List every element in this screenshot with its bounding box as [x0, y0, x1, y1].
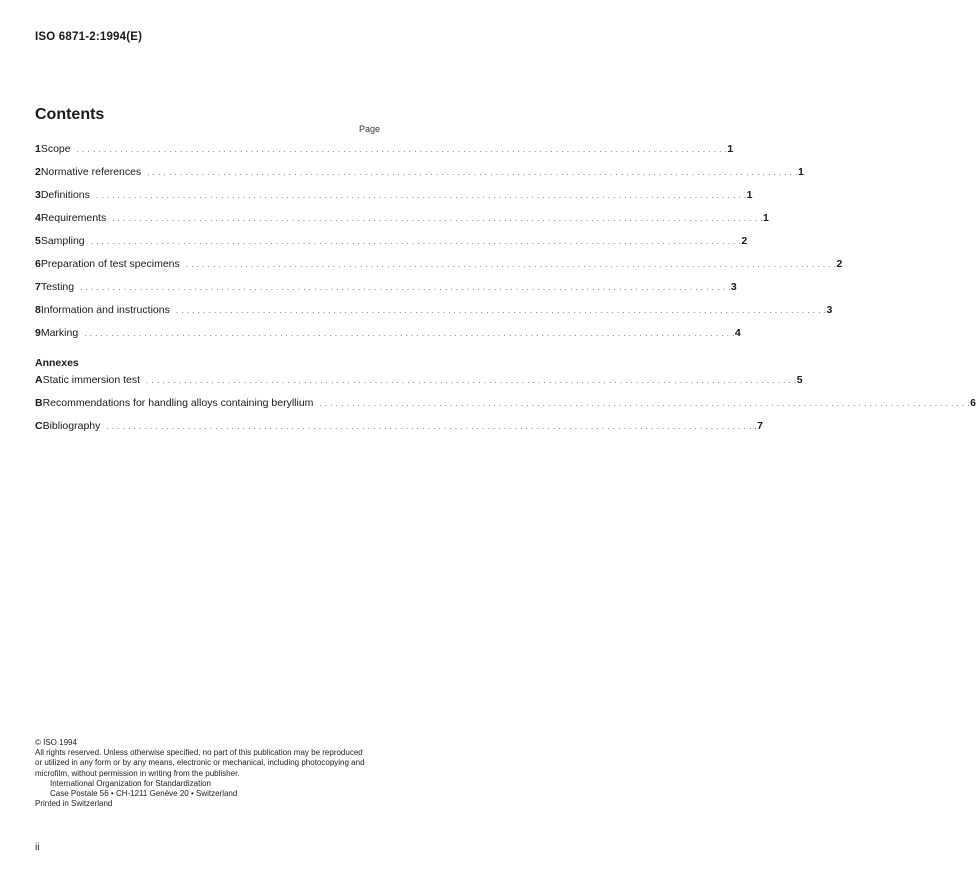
toc-entry-title: Static immersion test: [42, 374, 141, 386]
dot-leader: . . . . . . . . . . . . . . . . . . . . . . . . . . . . . . . . . . . . . . . . . . . . . . . . . . . . . . . . . . . . . . . . . . . . . . . . . . . . . . . . . . . . . . . . . . . . . . . . . . . . . . . . . . . . . . . . . . . . . . . .: [147, 168, 798, 177]
dot-leader: . . . . . . . . . . . . . . . . . . . . . . . . . . . . . . . . . . . . . . . . . . . . . . . . . . . . . . . . . . . . . . . . . . . . . . . . . . . . . . . . . . . . . . . . . . . . . . . . . . . . . . . . . . . . . . . . . . . . . . . .: [80, 283, 731, 292]
page-number: ii: [35, 842, 40, 853]
toc-entry-number: B: [35, 397, 43, 409]
printed-in: Printed in Switzerland: [35, 799, 113, 809]
dot-leader: . . . . . . . . . . . . . . . . . . . . . . . . . . . . . . . . . . . . . . . . . . . . . . . . . . . . . . . . . . . . . . . . . . . . . . . . . . . . . . . . . . . . . . . . . . . . . . . . . . . . . . . . . . . . . . . . . . . . . . . .: [84, 329, 735, 338]
dot-leader: . . . . . . . . . . . . . . . . . . . . . . . . . . . . . . . . . . . . . . . . . . . . . . . . . . . . . . . . . . . . . . . . . . . . . . . . . . . . . . . . . . . . . . . . . . . . . . . . . . . . . . . . . . . . . . . . . . . . . . . .: [175, 306, 827, 315]
page-column-label: Page: [359, 124, 381, 134]
toc-entry-number: 2: [35, 166, 41, 178]
copyright-notice: © ISO 1994: [35, 738, 77, 747]
dot-leader: . . . . . . . . . . . . . . . . . . . . . . . . . . . . . . . . . . . . . . . . . . . . . . . . . . . . . . . . . . . . . . . . . . . . . . . . . . . . . . . . . . . . . . . . . . . . . . . . . . . . . . . . . . . . . . . . . . . . . . . .: [319, 399, 971, 408]
rights-line-1: All rights reserved. Unless otherwise specified, no part of this publication may be reproduced: [35, 748, 363, 758]
copyright-block: [35, 738, 385, 809]
toc-entry: [35, 420, 763, 443]
organization-name: International Organization for Standardization: [50, 778, 211, 788]
annexes-heading: Annexes: [35, 357, 79, 369]
toc-entry-page: 3: [826, 304, 833, 316]
toc-entry-page: 1: [797, 166, 804, 178]
toc-entry-number: 1: [35, 143, 41, 155]
toc-entry-number: 6: [35, 258, 41, 270]
toc-entry: [35, 281, 737, 304]
toc-entry-number: C: [35, 420, 43, 432]
toc-entry: [35, 143, 734, 166]
toc-entry-page: 4: [734, 327, 741, 339]
toc-entry-title: Marking: [40, 327, 79, 339]
toc-entry-page: 7: [757, 420, 763, 432]
toc-entry: [35, 327, 741, 350]
dot-leader: . . . . . . . . . . . . . . . . . . . . . . . . . . . . . . . . . . . . . . . . . . . . . . . . . . . . . . . . . . . . . . . . . . . . . . . . . . . . . . . . . . . . . . . . . . . . . . . . . . . . . . . . . . . . . . . . . . . . . . . .: [112, 214, 763, 223]
toc-entry-page: 2: [836, 258, 843, 270]
toc-entry-page: 1: [727, 143, 734, 155]
toc-entry-page: 1: [746, 189, 753, 201]
rights-line-2: or utilized in any form or by any means, electronic or mechanical, including photocopying and: [35, 758, 365, 768]
dot-leader: . . . . . . . . . . . . . . . . . . . . . . . . . . . . . . . . . . . . . . . . . . . . . . . . . . . . . . . . . . . . . . . . . . . . . . . . . . . . . . . . . . . . . . . . . . . . . . . . . . . . . . . . . . . . . . . . . . . . . . . .: [146, 376, 797, 385]
contents-title: Contents: [35, 106, 105, 123]
toc-entry-title: Testing: [40, 281, 75, 293]
toc-entry-page: 3: [730, 281, 737, 293]
toc-entry-number: A: [35, 374, 43, 386]
toc-entry-page: 2: [741, 235, 748, 247]
toc-entry-page: 5: [796, 374, 803, 386]
toc-entry-number: 3: [35, 189, 41, 201]
dot-leader: . . . . . . . . . . . . . . . . . . . . . . . . . . . . . . . . . . . . . . . . . . . . . . . . . . . . . . . . . . . . . . . . . . . . . . . . . . . . . . . . . . . . . . . . . . . . . . . . . . . . . . . . . . . . . . . . . . . . . . . .: [76, 145, 728, 154]
toc-entry-page: 1: [762, 212, 769, 224]
toc-entry-title: Information and instructions: [40, 304, 170, 316]
toc-entry: [35, 235, 748, 258]
toc-entry-title: Scope: [40, 143, 71, 155]
toc-entry-title: Requirements: [40, 212, 107, 224]
dot-leader: . . . . . . . . . . . . . . . . . . . . . . . . . . . . . . . . . . . . . . . . . . . . . . . . . . . . . . . . . . . . . . . . . . . . . . . . . . . . . . . . . . . . . . . . . . . . . . . . . . . . . . . . . . . . . . . . . . . . . . . .: [185, 260, 837, 269]
toc-entry-number: 7: [35, 281, 41, 293]
toc-entry-title: Definitions: [40, 189, 90, 201]
dot-leader: . . . . . . . . . . . . . . . . . . . . . . . . . . . . . . . . . . . . . . . . . . . . . . . . . . . . . . . . . . . . . . . . . . . . . . . . . . . . . . . . . . . . . . . . . . . . . . . . . . . . . . . . . . . . . . . . . . . . . . . .: [90, 237, 742, 246]
toc-entry: [35, 189, 753, 212]
toc-entry-number: 4: [35, 212, 41, 224]
toc-entry: [35, 258, 843, 281]
organization-address: Case Postale 56 • CH-1211 Genève 20 • Switzerland: [50, 789, 238, 799]
toc-entry-page: 6: [970, 397, 976, 409]
toc-entry-title: Bibliography: [42, 420, 101, 432]
toc-entry: [35, 304, 833, 327]
dot-leader: . . . . . . . . . . . . . . . . . . . . . . . . . . . . . . . . . . . . . . . . . . . . . . . . . . . . . . . . . . . . . . . . . . . . . . . . . . . . . . . . . . . . . . . . . . . . . . . . . . . . . . . . . . . . . . . . . . . . . . . .: [106, 422, 758, 431]
toc-entry-title: Sampling: [40, 235, 85, 247]
document-id: ISO 6871-2:1994(E): [35, 31, 143, 43]
toc-entry-number: 8: [35, 304, 41, 316]
toc-entry-title: Recommendations for handling alloys containing beryllium: [42, 397, 314, 409]
table-of-contents: [35, 143, 976, 443]
toc-entry: [35, 212, 769, 235]
toc-entry: [35, 166, 804, 189]
toc-entry-title: Preparation of test specimens: [40, 258, 180, 270]
toc-entry: [35, 374, 803, 397]
toc-entry-title: Normative references: [40, 166, 142, 178]
toc-entry-number: 9: [35, 327, 41, 339]
rights-line-3: microfilm, without permission in writing from the publisher.: [35, 768, 240, 778]
toc-entry: [35, 397, 976, 420]
toc-entry-number: 5: [35, 235, 41, 247]
dot-leader: . . . . . . . . . . . . . . . . . . . . . . . . . . . . . . . . . . . . . . . . . . . . . . . . . . . . . . . . . . . . . . . . . . . . . . . . . . . . . . . . . . . . . . . . . . . . . . . . . . . . . . . . . . . . . . . . . . . . . . . .: [95, 191, 747, 200]
